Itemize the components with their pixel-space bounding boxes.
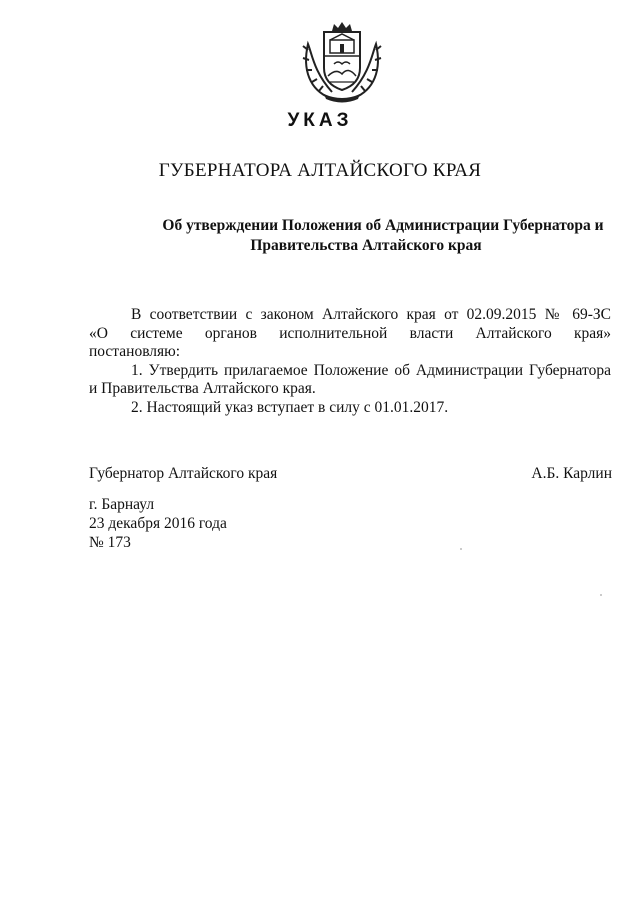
item1-line1: 1. Утвердить прилагаемое Положение об Администрации Губернатора	[131, 361, 611, 379]
item1-line2: и Правительства Алтайского края.	[89, 380, 316, 397]
scan-speck	[600, 594, 602, 596]
document-subtitle: ГУБЕРНАТОРА АЛТАЙСКОГО КРАЯ	[158, 160, 482, 181]
meta-date: 23 декабря 2016 года	[89, 515, 227, 532]
meta-number: № 173	[89, 534, 131, 551]
meta-city: г. Барнаул	[89, 496, 155, 513]
signature-name: А.Б. Карлин	[531, 465, 612, 482]
heading-line-1: Об утверждении Положения об Администрации Губернатора и	[162, 217, 604, 234]
document-meta	[89, 495, 227, 552]
paragraph1-line1: В соответствии с законом Алтайского края от 02.09.2015 № 69-ЗС	[131, 306, 611, 323]
heading-line-2: Правительства Алтайского края	[250, 237, 482, 254]
item2: 2. Настоящий указ вступает в силу с 01.01.2017.	[131, 398, 449, 416]
document-heading	[118, 216, 640, 256]
scan-speck	[460, 548, 462, 550]
signature-position: Губернатор Алтайского края	[89, 465, 278, 482]
document-title: УКАЗ	[287, 110, 353, 131]
paragraph1-line2: «О системе органов исполнительной власти Алтайского края»	[89, 324, 611, 342]
paragraph1-line3: постановляю:	[89, 343, 181, 360]
document-body	[89, 306, 611, 417]
coat-of-arms-icon	[296, 20, 388, 104]
